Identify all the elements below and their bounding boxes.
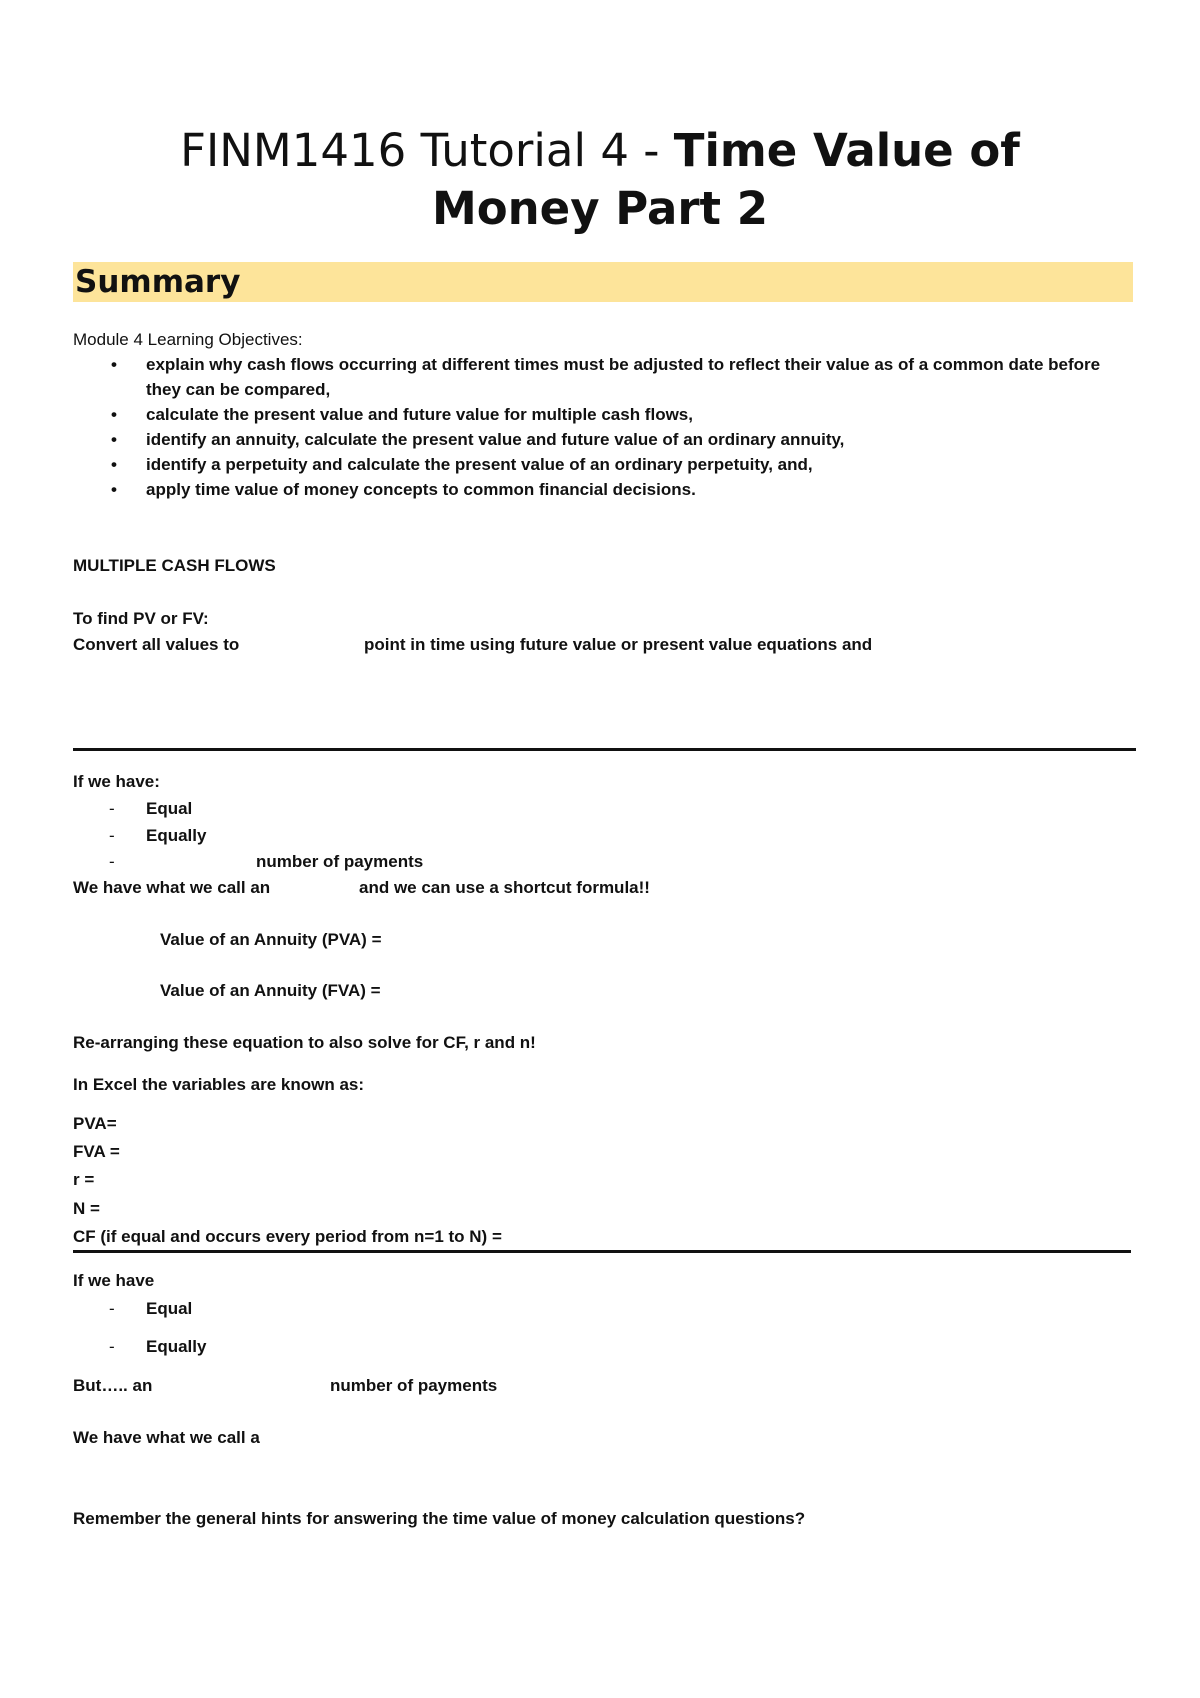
- perpetuity-but-start: But….. an: [73, 1376, 153, 1395]
- bullet-icon: •: [111, 405, 117, 424]
- var-cf: CF (if equal and occurs every period from n=1 to N) =: [73, 1227, 502, 1246]
- objective-item: • explain why cash flows occurring at different times must be adjusted to reflect their value as of a common date before they can be compared,: [73, 352, 1138, 402]
- convert-text-end: point in time using future value or present value equations and: [364, 635, 873, 654]
- var-pva: PVA=: [73, 1114, 117, 1133]
- annuity-item-equally: Equally: [146, 826, 207, 845]
- find-pv-fv-label: To find PV or FV:: [73, 609, 209, 628]
- annuity-intro: If we have:: [73, 772, 160, 791]
- title-bold-line2: Money Part 2: [431, 182, 769, 235]
- dash-marker: -: [109, 826, 115, 845]
- annuity-call-start: We have what we call an: [73, 878, 271, 897]
- bullet-icon: •: [111, 430, 117, 449]
- fva-formula-label: Value of an Annuity (FVA) =: [160, 981, 381, 1000]
- dash-marker: -: [109, 1299, 115, 1318]
- annuity-item-equal: Equal: [146, 799, 193, 818]
- var-n: N =: [73, 1199, 100, 1218]
- bullet-icon: •: [111, 355, 117, 374]
- title-prefix: FINM1416 Tutorial 4 -: [180, 124, 674, 177]
- objective-item: • identify a perpetuity and calculate the present value of an ordinary perpetuity, and,: [73, 452, 1138, 477]
- page-title: [0, 122, 1200, 238]
- title-bold-line1: Time Value of: [673, 124, 1020, 177]
- multiple-cash-flows-heading: MULTIPLE CASH FLOWS: [73, 556, 276, 575]
- annuity-call-end: and we can use a shortcut formula!!: [359, 878, 650, 897]
- dash-marker: -: [109, 799, 115, 818]
- objectives-list: [73, 352, 1138, 502]
- section-divider: [73, 748, 1136, 751]
- excel-note: In Excel the variables are known as:: [73, 1075, 365, 1094]
- perpetuity-intro: If we have: [73, 1271, 155, 1290]
- perpetuity-item-equally: Equally: [146, 1337, 207, 1356]
- summary-heading: Summary: [75, 264, 241, 300]
- objectives-label: Module 4 Learning Objectives:: [73, 330, 303, 349]
- bullet-icon: •: [111, 480, 117, 499]
- dash-marker: -: [109, 852, 115, 871]
- var-r: r =: [73, 1170, 95, 1189]
- section-divider: [73, 1250, 1131, 1253]
- objective-item: • apply time value of money concepts to common financial decisions.: [73, 477, 1138, 502]
- objective-item: • identify an annuity, calculate the present value and future value of an ordinary annuity,: [73, 427, 1138, 452]
- perpetuity-but-end: number of payments: [330, 1376, 498, 1395]
- rearrange-note: Re-arranging these equation to also solve for CF, r and n!: [73, 1033, 536, 1052]
- remember-hints: Remember the general hints for answering the time value of money calculation questions?: [73, 1509, 806, 1528]
- pva-formula-label: Value of an Annuity (PVA) =: [160, 930, 382, 949]
- annuity-item-number: number of payments: [256, 852, 424, 871]
- bullet-icon: •: [111, 455, 117, 474]
- dash-marker: -: [109, 1337, 115, 1356]
- var-fva: FVA =: [73, 1142, 120, 1161]
- objective-item: • calculate the present value and future value for multiple cash flows,: [73, 402, 1138, 427]
- perpetuity-call: We have what we call a: [73, 1428, 260, 1447]
- perpetuity-item-equal: Equal: [146, 1299, 193, 1318]
- summary-heading-bar: [73, 262, 1133, 302]
- convert-text-start: Convert all values to: [73, 635, 240, 654]
